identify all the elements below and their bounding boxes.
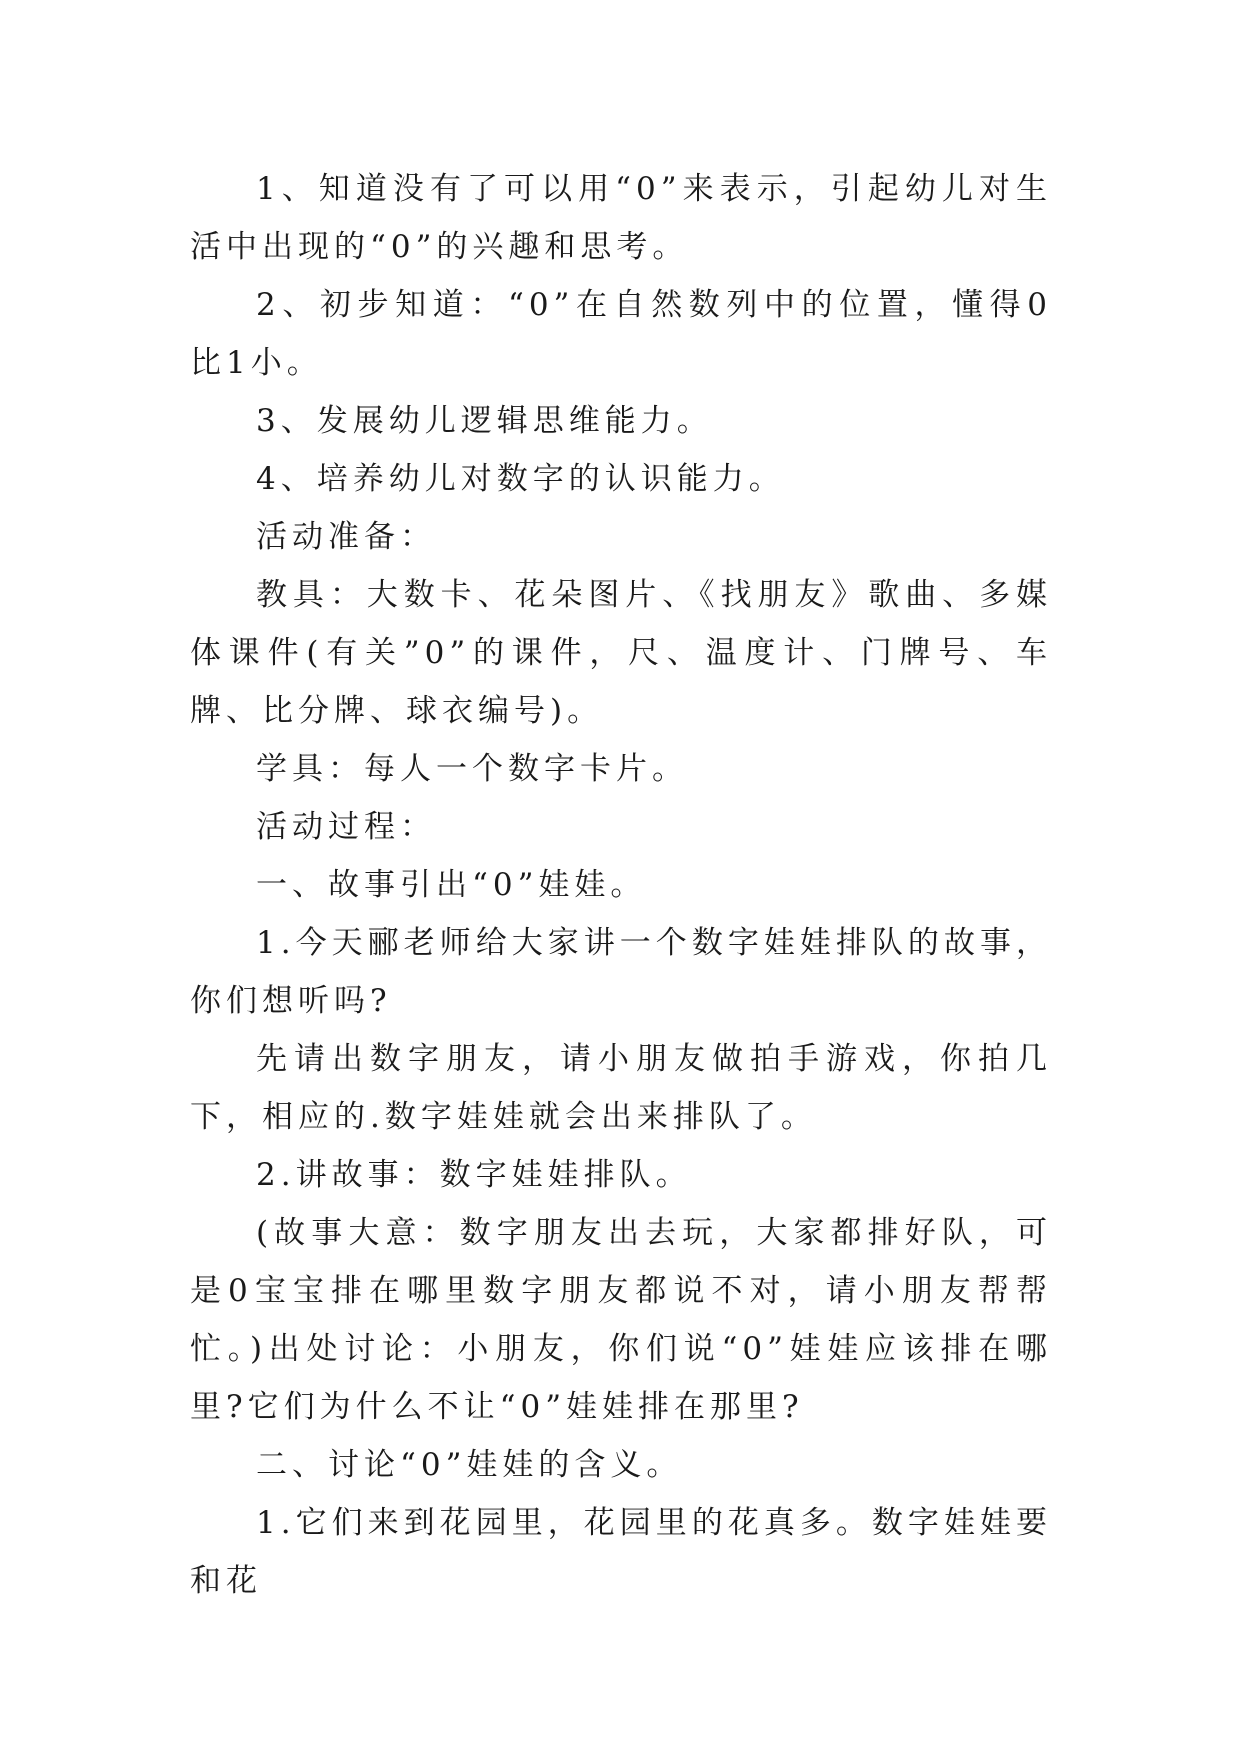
paragraph: 学具：每人一个数字卡片。 xyxy=(256,751,688,787)
section-heading: 活动准备： xyxy=(256,519,436,555)
paragraph: (故事大意：数字朋友出去玩，大家都排好队，可是0宝宝排在哪里数字朋友都说不对，请小朋友帮帮忙。)出处讨论：小朋友，你们说“0”娃娃应该排在哪里?它们为什么不让“0”娃娃排在那里? xyxy=(190,1215,1052,1425)
paragraph: 1、知道没有了可以用“0”来表示，引起幼儿对生活中出现的“0”的兴趣和思考。 xyxy=(190,171,1052,265)
paragraph: 二、讨论“0”娃娃的含义。 xyxy=(256,1447,683,1483)
document-body xyxy=(190,160,1052,1610)
paragraph: 3、发展幼儿逻辑思维能力。 xyxy=(256,403,713,439)
paragraph: 1.今天郦老师给大家讲一个数字娃娃排队的故事，你们想听吗? xyxy=(190,925,1052,1019)
paragraph: 教具：大数卡、花朵图片、《找朋友》歌曲、多媒体课件(有关”0”的课件，尺、温度计、门牌号、车牌、比分牌、球衣编号)。 xyxy=(190,577,1052,729)
paragraph: 2、初步知道：“0”在自然数列中的位置，懂得0比1小。 xyxy=(190,287,1052,381)
paragraph: 2.讲故事：数字娃娃排队。 xyxy=(256,1157,692,1193)
paragraph: 一、故事引出“0”娃娃。 xyxy=(256,867,647,903)
paragraph: 先请出数字朋友，请小朋友做拍手游戏，你拍几下，相应的.数字娃娃就会出来排队了。 xyxy=(190,1041,1052,1135)
paragraph: 1.它们来到花园里，花园里的花真多。数字娃娃要和花 xyxy=(190,1505,1052,1599)
paragraph: 4、培养幼儿对数字的认识能力。 xyxy=(256,461,785,497)
section-heading: 活动过程： xyxy=(256,809,436,845)
